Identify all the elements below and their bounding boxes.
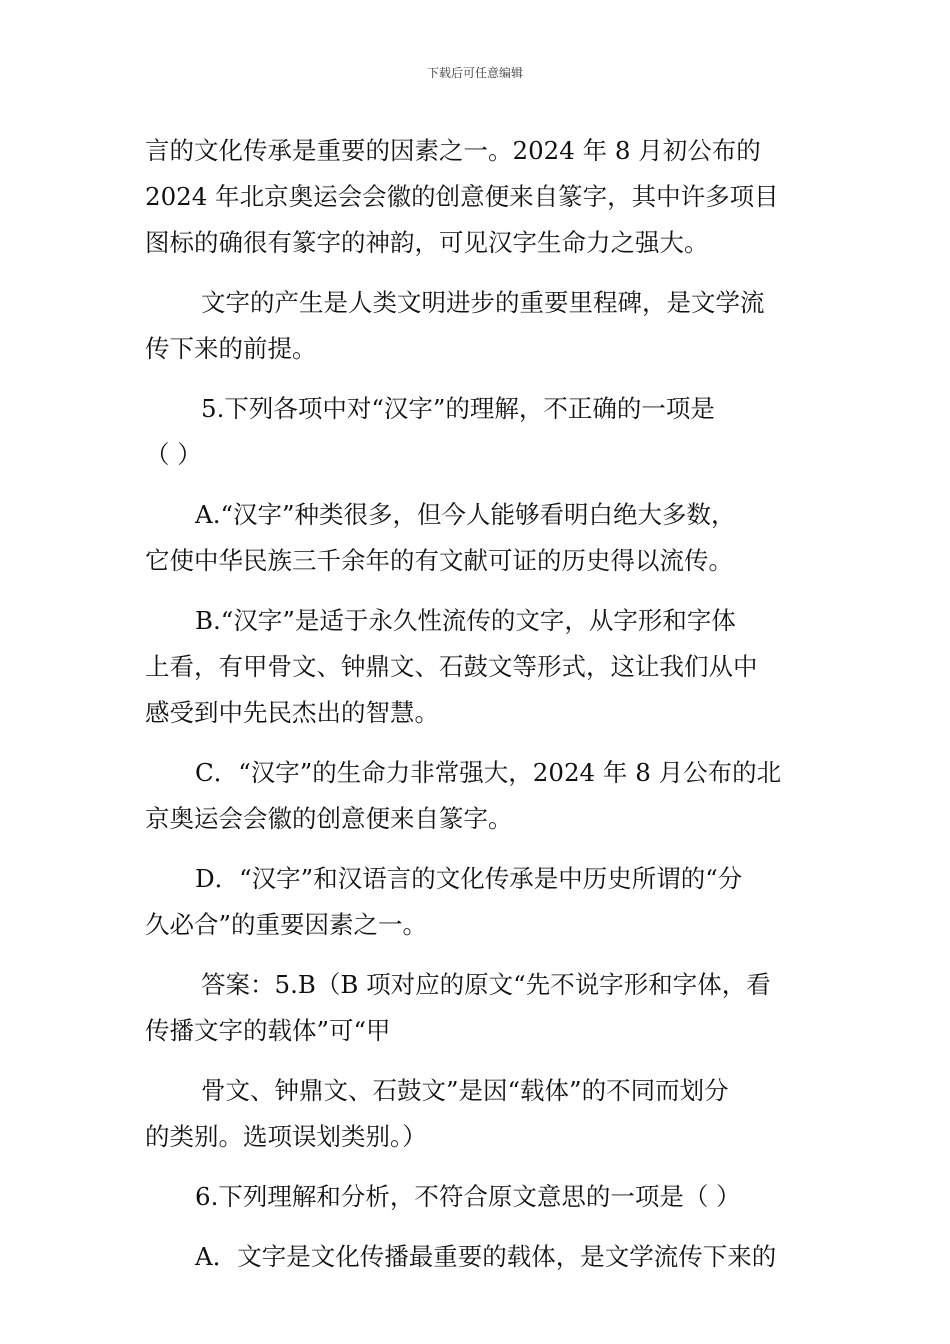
question-6 [145, 1174, 809, 1220]
text-line: 上看，有甲骨文、钟鼎文、石鼓文等形式，这让我们从中 [145, 652, 758, 681]
text-line: 传下来的前提。 [145, 334, 317, 363]
text-line: 它使中华民族三千余年的有文献可证的历史得以流传。 [145, 546, 733, 575]
text-line: A.“汉字”种类很多，但今人能够看明白绝大多数， [195, 500, 736, 529]
text-line: 2024 年北京奥运会会徽的创意便来自篆字，其中许多项目 [145, 182, 779, 211]
document-body [145, 128, 809, 1294]
text-line: （ ） [145, 440, 202, 469]
question-5-option-c [145, 750, 809, 842]
text-line: 文字的产生是人类文明进步的重要里程碑，是文学流 [201, 288, 765, 317]
text-line: 答案：5.B（B 项对应的原文“先不说字形和字体，看 [201, 970, 771, 999]
text-line: 的类别。选项误划类别。） [145, 1122, 427, 1151]
text-line: 言的文化传承是重要的因素之一。2024 年 8 月初公布的 [145, 136, 761, 165]
question-5-option-a [145, 492, 809, 584]
text-line: A．文字是文化传播最重要的载体，是文学流传下来的 [195, 1242, 777, 1271]
text-line: 传播文字的载体”可“甲 [145, 1016, 391, 1045]
text-line: 骨文、钟鼎文、石鼓文”是因“载体”的不同而划分 [201, 1076, 729, 1105]
page-header: 下载后可任意编辑 [426, 66, 523, 80]
text-line: B.“汉字”是适于永久性流传的文字，从字形和字体 [195, 606, 736, 635]
text-line: 感受到中先民杰出的智慧。 [145, 698, 439, 727]
question-5-option-b [145, 598, 809, 736]
text-line: 京奥运会会徽的创意便来自篆字。 [145, 804, 513, 833]
text-line: C．“汉字”的生命力非常强大，2024 年 8 月公布的北 [195, 758, 782, 787]
text-line: 6.下列理解和分析，不符合原文意思的一项是（ ） [195, 1182, 741, 1211]
answer-5-continued [145, 1068, 809, 1160]
paragraph-writing-milestone [145, 280, 809, 372]
text-line: 5.下列各项中对“汉字”的理解，不正确的一项是 [201, 394, 715, 423]
question-6-option-a [145, 1234, 809, 1280]
question-5 [145, 386, 809, 478]
question-5-option-d [145, 856, 809, 948]
text-line: 图标的确很有篆字的神韵，可见汉字生命力之强大。 [145, 228, 709, 257]
text-line: D．“汉字”和汉语言的文化传承是中历史所谓的“分 [195, 864, 743, 893]
text-line: 久必合”的重要因素之一。 [145, 910, 428, 939]
answer-5 [145, 962, 809, 1054]
paragraph-continuation [145, 128, 809, 266]
